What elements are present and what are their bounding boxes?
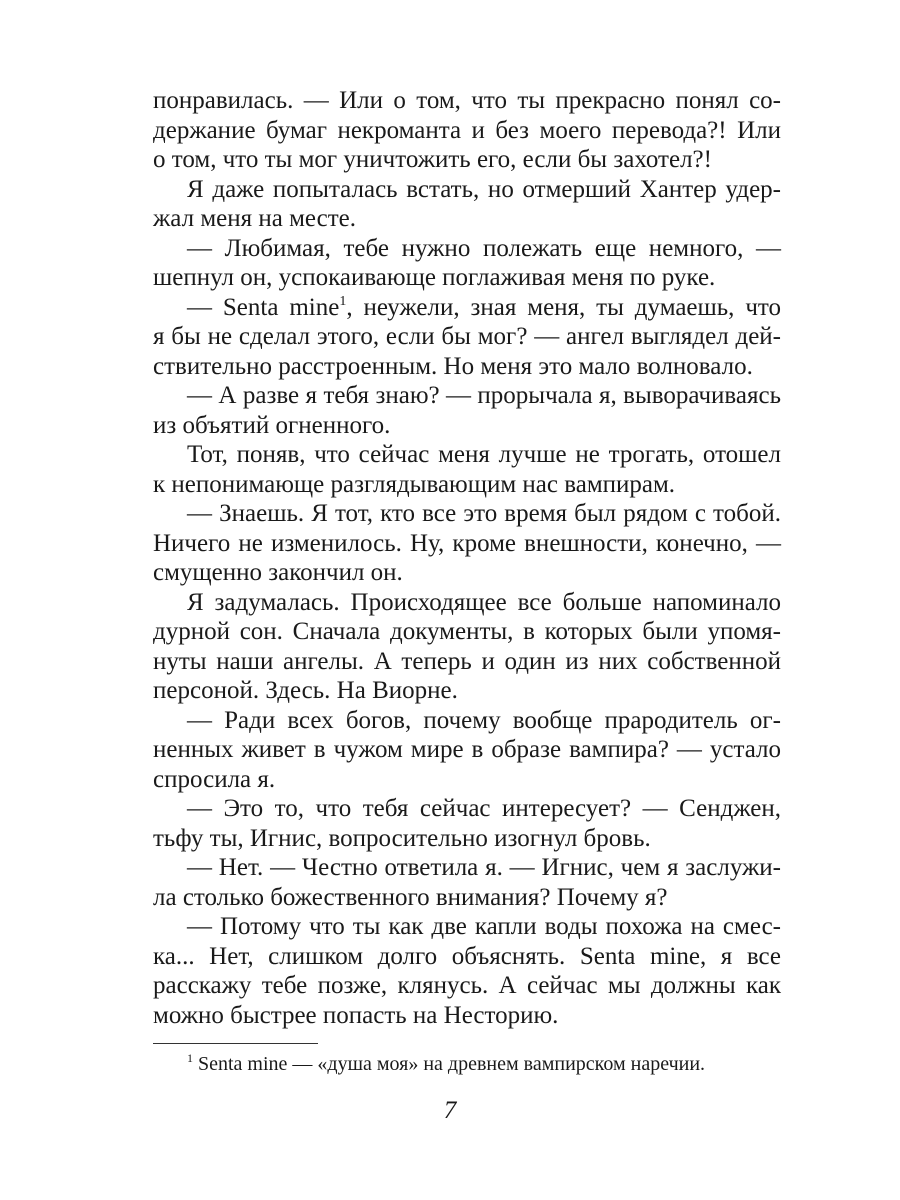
text-line: — Это то, что тебя сейчас интересует? — Сенджен, <box>187 795 781 822</box>
paragraph-2 <box>153 175 781 234</box>
text-line: — Ради всех богов, почему вообще прародитель ог- <box>187 706 781 734</box>
paragraph-5 <box>153 381 781 440</box>
paragraph-4 <box>153 293 781 382</box>
text-line: расскажу тебе позже, клянусь. А сейчас мы должны как <box>153 972 781 999</box>
text-line: ла столько божественного внимания? Почему я? <box>153 883 668 911</box>
text-fragment: , неужели, зная меня, ты думаешь, что <box>346 293 781 321</box>
paragraph-6 <box>153 440 781 499</box>
text-line: жал меня на месте. <box>153 205 356 232</box>
text-line: нуты наши ангелы. А теперь и один из них собственной <box>153 647 781 675</box>
text-line: спросила я. <box>153 765 276 793</box>
text-line: шепнул он, успокаивающе поглаживая меня по руке. <box>153 264 716 291</box>
footnote-reference-marker: 1 <box>339 293 347 309</box>
footnote-marker: 1 <box>187 1051 193 1065</box>
page-number: 7 <box>443 1097 457 1124</box>
paragraph-8 <box>153 588 781 706</box>
footnote <box>187 1052 705 1076</box>
text-line: дурной сон. Сначала документы, в которых были упомя- <box>153 618 781 645</box>
text-line: понравилась. — Или о том, что ты прекрасно понял со- <box>153 87 781 114</box>
text-line: тьфу ты, Игнис, вопросительно изогнул бровь. <box>153 824 651 852</box>
text-line: — Нет. — Честно ответила я. — Игнис, чем я заслужи- <box>187 854 781 881</box>
text-line: смущенно закончил он. <box>153 559 403 586</box>
paragraph-9 <box>153 706 781 795</box>
paragraph-3 <box>153 234 781 293</box>
text-line: Я даже попыталась встать, но отмерший Хантер удер- <box>187 175 781 203</box>
paragraph-1 <box>153 86 781 175</box>
book-page-body <box>153 86 781 1030</box>
text-line: о том, что ты мог уничтожить его, если бы захотел?! <box>153 146 712 173</box>
text-line: ствительно расстроенным. Но меня это мало волновало. <box>153 352 753 380</box>
paragraph-7 <box>153 499 781 588</box>
text-line: персоной. Здесь. На Виорне. <box>153 677 458 704</box>
text-line: Ничего не изменилось. Ну, кроме внешности, конечно, — <box>153 529 781 557</box>
text-fragment: — Senta mine <box>187 293 340 321</box>
text-line: держание бумаг некроманта и без моего перевода?! Или <box>153 116 781 144</box>
text-line: ненных живет в чужом мире в образе вампира? — устало <box>153 736 781 763</box>
text-line: можно быстрее попасть на Несторию. <box>153 1001 559 1029</box>
text-line: ка... Нет, слишком долго объяснять. Senta mine, я все <box>153 942 781 970</box>
text-line: к непонимающе разглядывающим нас вампирам. <box>153 470 676 498</box>
text-line: Я задумалась. Происходящее все больше напоминало <box>187 588 781 616</box>
text-line: я бы не сделал этого, если бы мог? — ангел выглядел дей- <box>153 323 781 350</box>
footnote-separator <box>153 1043 318 1044</box>
text-line: — А разве я тебя знаю? — прорычала я, выворачиваясь <box>187 382 781 409</box>
text-line: Тот, поняв, что сейчас меня лучше не трогать, отошел <box>187 441 781 468</box>
text-line: — Любимая, тебе нужно полежать еще немного, — <box>187 234 781 262</box>
text-line: — Потому что ты как две капли воды похожа на смес- <box>187 913 781 940</box>
paragraph-11 <box>153 853 781 912</box>
text-line-with-footnote-ref <box>153 293 781 323</box>
paragraph-12 <box>153 912 781 1030</box>
text-line: — Знаешь. Я тот, кто все это время был рядом с тобой. <box>187 500 781 527</box>
footnote-text: Senta mine — «душа моя» на древнем вампирском наречии. <box>198 1053 706 1075</box>
text-line: из объятий огненного. <box>153 411 391 439</box>
paragraph-10 <box>153 794 781 853</box>
